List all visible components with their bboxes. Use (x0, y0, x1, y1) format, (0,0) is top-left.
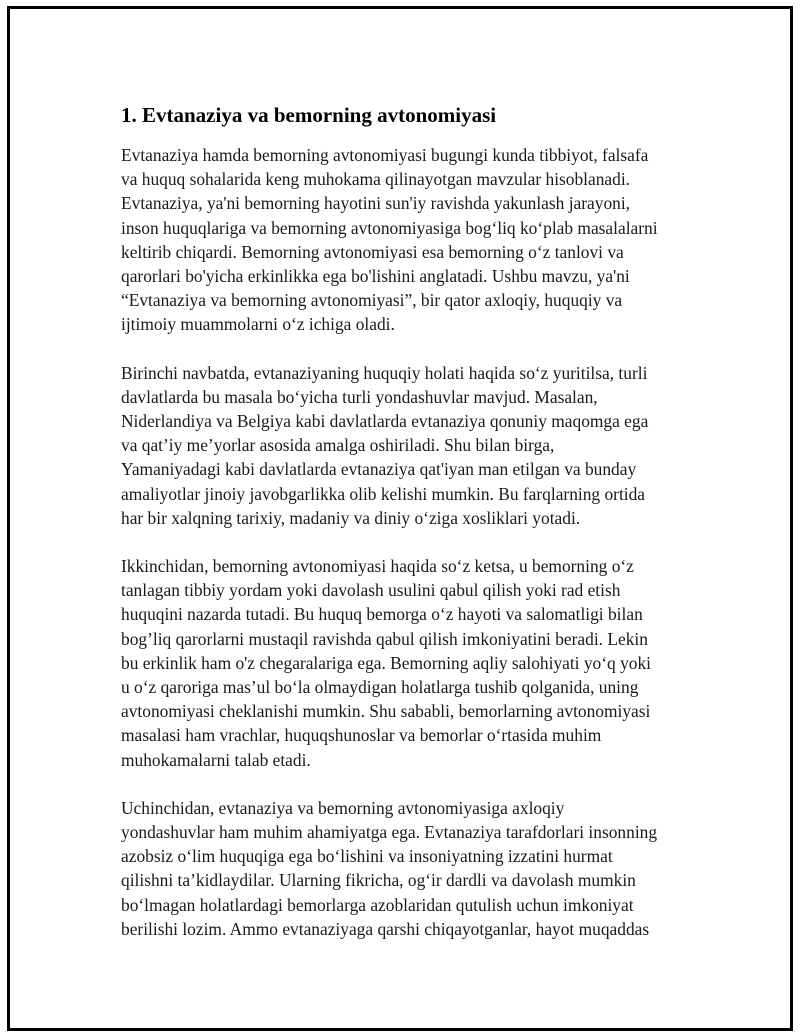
text-line: Evtanaziya hamda bemorning avtonomiyasi bugungi kunda tibbiyot, falsafa (121, 145, 649, 165)
text-line: azobsiz o‘lim huquqiga ega bo‘lishini va insoniyatning izzatini hurmat (121, 846, 613, 867)
text-line: va qat’iy me’yorlar asosida amalga oshiriladi. Shu bilan birga, (121, 435, 555, 456)
text-line: bog’liq qarorlarni mustaqil ravishda qabul qilish imkoniyatini beradi. Lekin (121, 628, 648, 649)
paragraph-intro (121, 143, 701, 337)
paragraph-ethics (121, 796, 701, 941)
text-line: Ikkinchidan, bemorning avtonomiyasi haqida so‘z ketsa, u bemorning o‘z (121, 556, 634, 577)
text-line: yondashuvlar ham muhim ahamiyatga ega. Evtanaziya tarafdorlari insonning (121, 822, 658, 843)
text-line: davlatlarda bu masala bo‘yicha turli yondashuvlar mavjud. Masalan, (121, 386, 598, 407)
text-line: qilishni ta’kidlaydilar. Ularning fikricha, og‘ir dardli va davolash mumkin (121, 870, 636, 891)
text-line: va huquq sohalarida keng muhokama qilinayotgan mavzular hisoblanadi. (121, 169, 631, 190)
text-line: berilishi lozim. Ammo evtanaziyaga qarshi chiqayotganlar, hayot muqaddas (121, 918, 650, 939)
text-line: ijtimoiy muammolarni o‘z ichiga oladi. (121, 314, 395, 335)
text-line: huquqini nazarda tutadi. Bu huquq bemorga o‘z hayoti va salomatligi bilan (121, 604, 643, 625)
text-line: Birinchi navbatda, evtanaziyaning huquqiy holati haqida so‘z yuritilsa, turli (121, 362, 648, 383)
text-line: qarorlari bo'yicha erkinlikka ega bo'lishini anglatadi. Ushbu mavzu, ya'ni (121, 266, 630, 287)
paragraph-legal-status (121, 361, 701, 530)
text-line: tanlagan tibbiy yordam yoki davolash usulini qabul qilish yoki rad etish (121, 580, 621, 601)
text-line: bo‘lmagan holatlardagi bemorlarga azoblaridan qutulish uchun imkoniyat (121, 894, 634, 915)
document-body (121, 101, 701, 965)
text-line: avtonomiyasi cheklanishi mumkin. Shu sababli, bemorlarning avtonomiyasi (121, 701, 651, 722)
text-line: bu erkinlik ham o'z chegaralariga ega. Bemorning aqliy salohiyati yo‘q yoki (121, 652, 652, 673)
text-line: amaliyotlar jinoiy javobgarlikka olib kelishi mumkin. Bu farqlarning ortida (121, 483, 646, 504)
text-line: Evtanaziya, ya'ni bemorning hayotini sun'iy ravishda yakunlash jarayoni, (121, 193, 631, 214)
text-line: har bir xalqning tarixiy, madaniy va diniy o‘ziga xosliklari yotadi. (121, 507, 581, 528)
text-line: keltirib chiqardi. Bemorning avtonomiyasi esa bemorning o‘z tanlovi va (121, 241, 624, 262)
page-frame (7, 6, 793, 1031)
text-line: “Evtanaziya va bemorning avtonomiyasi”, bir qator axloqiy, huquqiy va (121, 290, 623, 311)
text-line: u o‘z qaroriga mas’ul bo‘la olmaydigan holatlarga tushib qolganida, uning (121, 677, 639, 698)
text-line: Uchinchidan, evtanaziya va bemorning avtonomiyasiga axloqiy (121, 797, 565, 818)
text-line: Yamaniyadagi kabi davlatlarda evtanaziya qat'iyan man etilgan va bunday (121, 459, 637, 480)
paragraph-patient-autonomy (121, 554, 701, 772)
text-line: inson huquqlariga va bemorning avtonomiyasiga bog‘liq ko‘plab masalalarni (121, 217, 658, 238)
text-line: masalasi ham vrachlar, huquqshunoslar va bemorlar o‘rtasida muhim (121, 725, 602, 746)
text-line: muhokamalarni talab etadi. (121, 749, 311, 770)
section-heading: 1. Evtanaziya va bemorning avtonomiyasi (121, 103, 497, 127)
text-line: Niderlandiya va Belgiya kabi davlatlarda evtanaziya qonuniy maqomga ega (121, 411, 649, 432)
